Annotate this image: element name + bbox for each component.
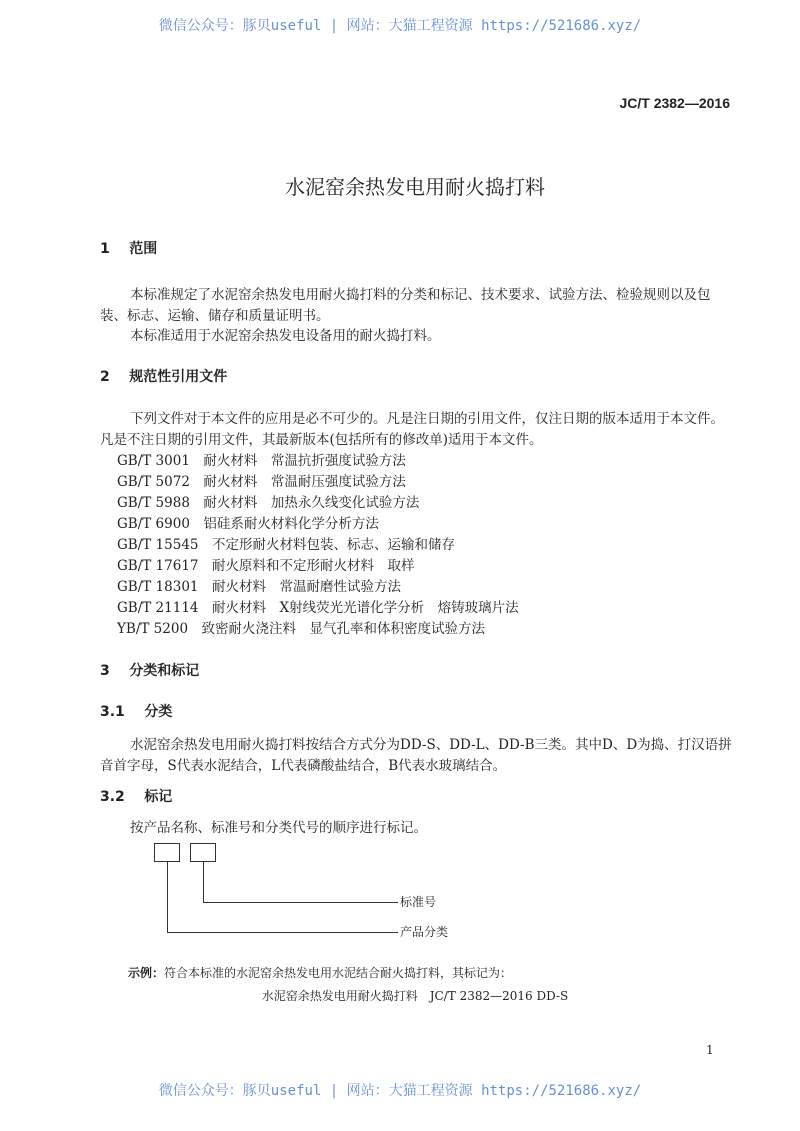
paragraph-line: 本标准适用于水泥窑余热发电设备用的耐火捣打料。 [130,328,441,344]
reference-item: GB/T 21114 耐火材料 X射线荧光光谱化学分析 熔铸玻璃片法 [117,600,519,616]
paragraph-line: 音首字母，S代表水泥结合，L代表磷酸盐结合，B代表水玻璃结合。 [100,758,507,774]
product-class-box [154,843,180,862]
reference-item: GB/T 3001 耐火材料 常温抗折强度试验方法 [117,453,406,469]
page-title: 水泥窑余热发电用耐火捣打料 [285,175,545,199]
reference-item: GB/T 5988 耐火材料 加热永久线变化试验方法 [117,495,420,511]
reference-item: YB/T 5200 致密耐火浇注料 显气孔率和体积密度试验方法 [117,621,486,637]
paragraph-line: 水泥窑余热发电用耐火捣打料按结合方式分为DD-S、DD-L、DD-B三类。其中D、D为捣、打汉语拼 [130,737,732,753]
connector-line [203,861,204,903]
connector-line [167,861,168,933]
standard-number: JC/T 2382—2016 [619,95,730,111]
paragraph-line: 凡是不注日期的引用文件，其最新版本(包括所有的修改单)适用于本文件。 [100,432,543,448]
label-standard-number: 标准号 [400,895,437,909]
section-title: 规范性引用文件 [129,369,228,385]
watermark-bottom: 微信公众号：豚贝useful | 网站：大猫工程资源 https://521686.xyz/ [158,1083,642,1099]
paragraph-line: 按产品名称、标准号和分类代号的顺序进行标记。 [130,820,427,836]
example-label: 示例： [128,966,165,980]
watermark-top: 微信公众号：豚贝useful | 网站：大猫工程资源 https://521686.xyz/ [158,18,642,34]
section-number: 3.1 [100,704,125,720]
connector-line [203,902,398,903]
reference-item: GB/T 5072 耐火材料 常温耐压强度试验方法 [117,474,406,490]
example-text: 符合本标准的水泥窑余热发电用水泥结合耐火捣打料，其标记为： [164,966,513,980]
connector-line [167,932,398,933]
section-1-heading [100,242,157,256]
section-3-heading [100,664,199,678]
example-marking: 水泥窑余热发电用耐火捣打料 JC/T 2382—2016 DD-S [261,989,569,1003]
section-number: 3.2 [100,789,125,805]
section-title: 标记 [144,789,173,805]
section-number: 3 [100,663,110,679]
reference-item: GB/T 15545 不定形耐火材料包装、标志、运输和储存 [117,537,455,553]
reference-item: GB/T 18301 耐火材料 常温耐磨性试验方法 [117,579,401,595]
section-number: 1 [100,241,110,257]
example-line [128,967,512,979]
standard-number-box [190,843,216,862]
section-title: 范围 [129,241,158,257]
page-number: 1 [706,1043,714,1057]
paragraph-line: 本标准规定了水泥窑余热发电用耐火捣打料的分类和标记、技术要求、试验方法、检验规则以及包 [130,287,711,303]
section-title: 分类和标记 [129,663,200,679]
section-title: 分类 [144,704,173,720]
section-3-2-heading [100,790,172,804]
section-number: 2 [100,369,110,385]
paragraph-line: 下列文件对于本文件的应用是必不可少的。凡是注日期的引用文件，仅注日期的版本适用于本文件。 [130,411,724,427]
section-3-1-heading [100,705,172,719]
reference-item: GB/T 17617 耐火原料和不定形耐火材料 取样 [117,558,415,574]
paragraph-line: 装、标志、运输、储存和质量证明书。 [100,308,330,324]
section-2-heading [100,370,227,384]
label-product-class: 产品分类 [400,925,449,939]
reference-item: GB/T 6900 铝硅系耐火材料化学分析方法 [117,516,379,532]
